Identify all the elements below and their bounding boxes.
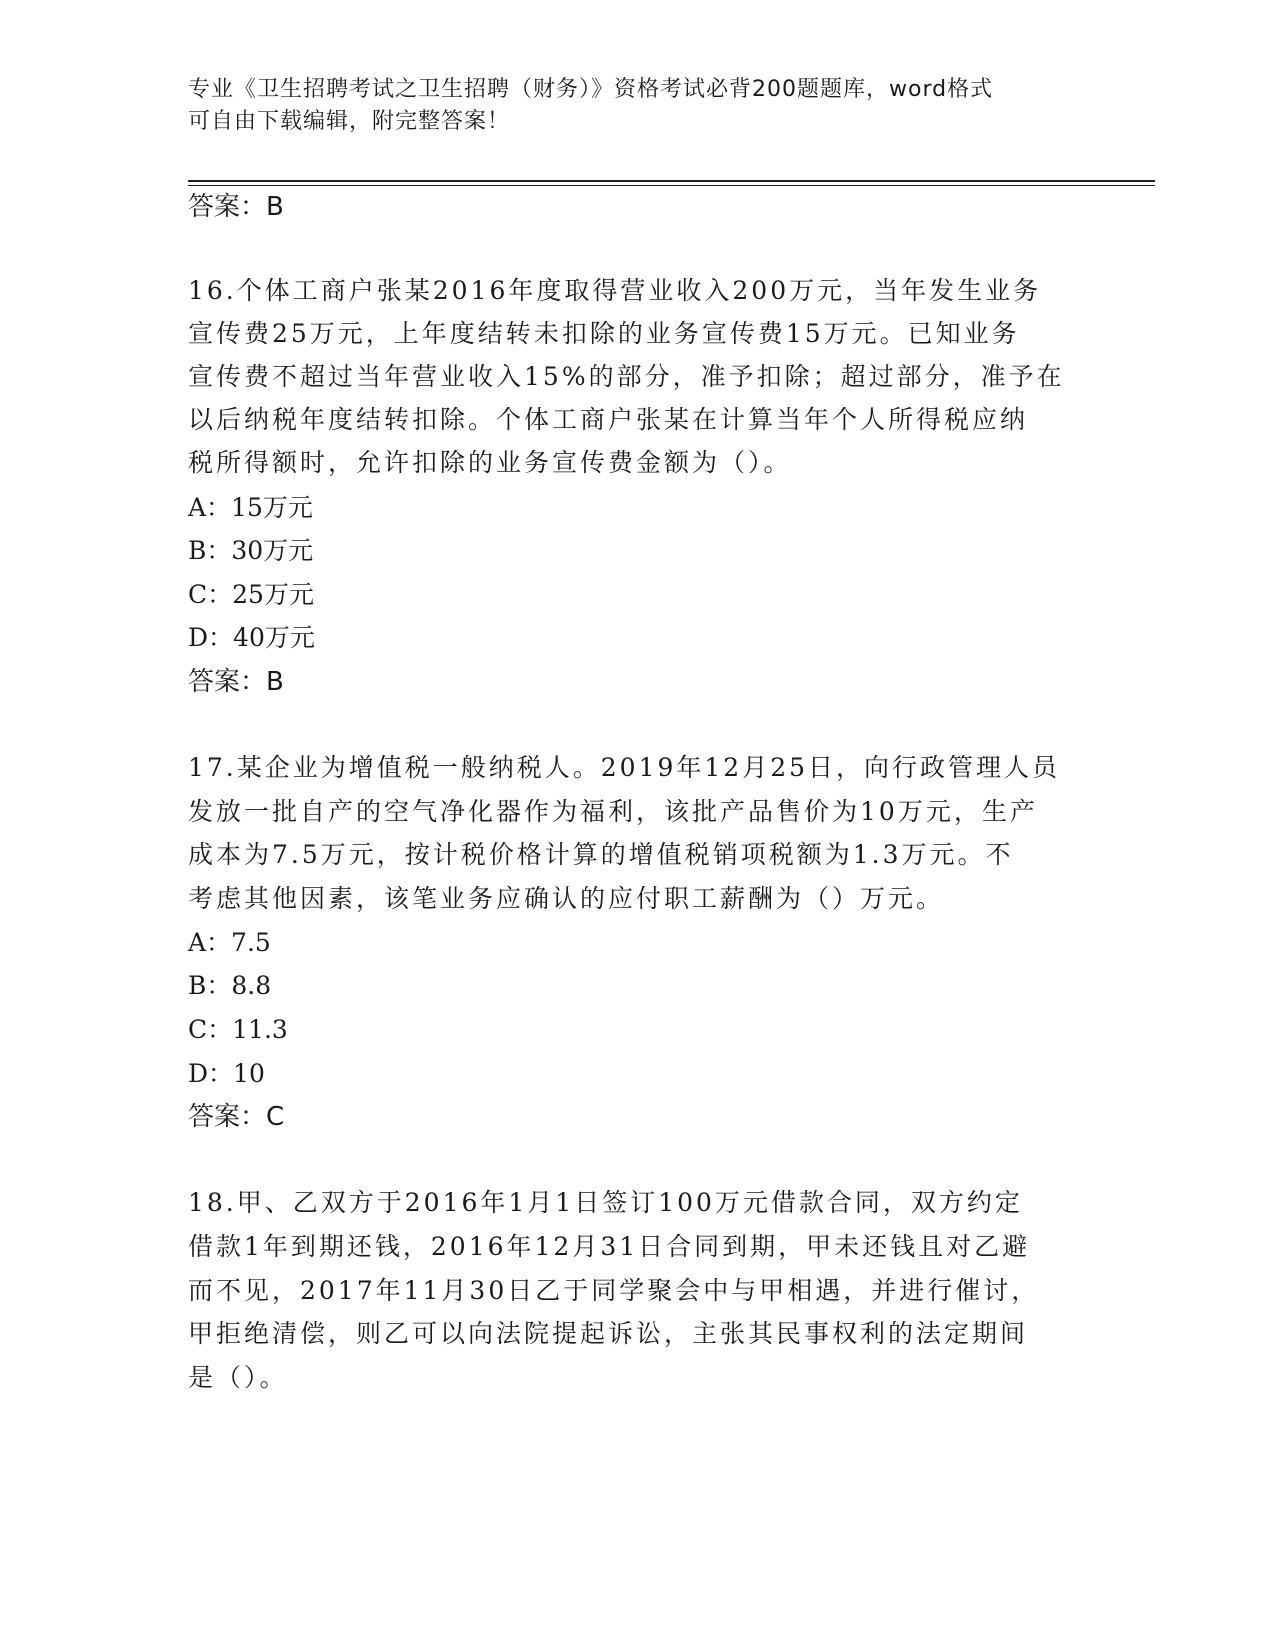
question-17-line-4: 考虑其他因素，该笔业务应确认的应付职工薪酬为（）万元。: [188, 884, 945, 913]
question-17-line-3: 成本为7.5万元，按计税价格计算的增值税销项税额为1.3万元。不: [188, 840, 1014, 869]
question-17-option-b: B：8.8: [188, 971, 272, 1000]
question-16-option-c: C：25万元: [188, 580, 314, 609]
question-18-line-3: 而不见，2017年11月30日乙于同学聚会中与甲相遇，并进行催讨，: [188, 1276, 1040, 1305]
header-line-1: 专业《卫生招聘考试之卫生招聘（财务）》资格考试必背200题题库，word格式: [188, 77, 994, 102]
question-16-line-4: 以后纳税年度结转扣除。个体工商户张某在计算当年个人所得税应纳: [188, 405, 1029, 434]
question-16-line-2: 宣传费25万元，上年度结转未扣除的业务宣传费15万元。已知业务: [188, 319, 1020, 348]
question-17-option-c: C：11.3: [188, 1015, 288, 1044]
question-18-line-1: 18.甲、乙双方于2016年1月1日签订100万元借款合同，双方约定: [188, 1188, 1023, 1217]
question-17-option-d: D：10: [188, 1059, 265, 1088]
question-16-line-3: 宣传费不超过当年营业收入15%的部分，准予扣除；超过部分，准予在: [188, 362, 1065, 391]
header-divider-thick: [188, 180, 1155, 182]
header-divider-thin: [188, 185, 1155, 186]
question-17-answer: 答案：C: [188, 1102, 285, 1132]
question-17-line-1: 17.某企业为增值税一般纳税人。2019年12月25日，向行政管理人员: [188, 753, 1061, 782]
question-18-line-2: 借款1年到期还钱，2016年12月31日合同到期，甲未还钱且对乙避: [188, 1232, 1031, 1261]
question-18-line-4: 甲拒绝清偿，则乙可以向法院提起诉讼，主张其民事权利的法定期间: [188, 1319, 1029, 1348]
question-18-line-5: 是（）。: [188, 1363, 288, 1392]
document-header: [188, 74, 1068, 138]
question-17-option-a: A：7.5: [188, 928, 271, 957]
question-16-answer: 答案：B: [188, 667, 284, 697]
header-line-2: 可自由下载编辑，附完整答案！: [188, 109, 511, 134]
question-16-option-d: D：40万元: [188, 623, 315, 652]
question-16-option-a: A：15万元: [188, 493, 313, 522]
question-16-line-5: 税所得额时，允许扣除的业务宣传费金额为（）。: [188, 448, 792, 477]
question-17-line-2: 发放一批自产的空气净化器作为福利，该批产品售价为10万元，生产: [188, 797, 1038, 826]
question-16-option-b: B：30万元: [188, 536, 314, 565]
previous-answer: 答案：B: [188, 192, 284, 222]
question-16-line-1: 16.个体工商户张某2016年度取得营业收入200万元，当年发生业务: [188, 276, 1042, 305]
